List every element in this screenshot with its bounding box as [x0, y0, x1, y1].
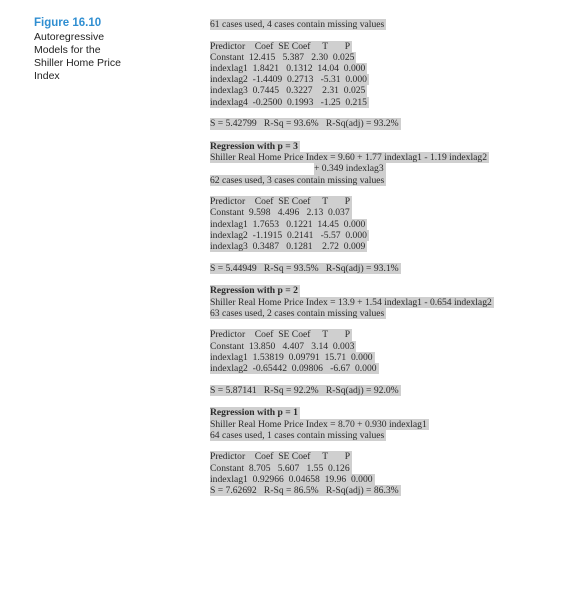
table-row: Constant 9.598 4.496 2.13 0.037: [210, 207, 350, 219]
table-row: indexlag1 1.7653 0.1221 14.45 0.000: [210, 218, 366, 230]
table-header: Predictor Coef SE Coef T P: [210, 329, 351, 341]
table-row: indexlag3 0.3487 0.1281 2.72 0.009: [210, 241, 366, 252]
regression-title: Regression with p = 1: [210, 407, 298, 419]
regression-title: Regression with p = 3: [210, 141, 298, 152]
cases-used-line: 64 cases used, 1 cases contain missing values: [210, 429, 385, 441]
figure-title-line: Autoregressive: [34, 31, 105, 43]
table-row: Constant 13.850 4.407 3.14 0.003: [210, 340, 355, 352]
regression-equation: Shiller Real Home Price Index = 8.70 + 0.930 indexlag1: [210, 418, 427, 430]
fit-statistics: S = 5.87141 R-Sq = 92.2% R-Sq(adj) = 92.0%: [210, 384, 399, 396]
regression-equation: Shiller Real Home Price Index = 13.9 + 1.54 indexlag1 - 0.654 indexlag2: [210, 296, 492, 308]
table-row: indexlag3 0.7445 0.3227 2.31 0.025: [210, 85, 366, 97]
table-header: Predictor Coef SE Coef T P: [210, 40, 351, 52]
cases-used-line: 63 cases used, 2 cases contain missing values: [210, 307, 385, 319]
figure-title-line: Models for the: [34, 44, 101, 56]
fit-statistics: S = 5.42799 R-Sq = 93.6% R-Sq(adj) = 93.2%: [210, 118, 399, 130]
regression-title: Regression with p = 2: [210, 285, 298, 297]
figure-caption: [34, 16, 174, 83]
table-row: indexlag4 -0.2500 0.1993 -1.25 0.215: [210, 96, 367, 108]
fit-statistics: S = 5.44949 R-Sq = 93.5% R-Sq(adj) = 93.1%: [210, 262, 399, 274]
table-row: indexlag1 0.92966 0.04658 19.96 0.000: [210, 473, 373, 485]
table-header: Predictor Coef SE Coef T P: [210, 196, 351, 208]
fit-statistics: S = 7.62692 R-Sq = 86.5% R-Sq(adj) = 86.3%: [210, 485, 399, 496]
table-row: indexlag1 1.53819 0.09791 15.71 0.000: [210, 351, 373, 363]
table-row: indexlag2 -1.4409 0.2713 -5.31 0.000: [210, 74, 367, 86]
minitab-output: [210, 19, 552, 496]
figure-title-line: Shiller Home Price: [34, 57, 121, 69]
figure-number: Figure 16.10: [34, 17, 102, 29]
regression-equation-continued: + 0.349 indexlag3: [314, 163, 384, 175]
table-row: indexlag1 1.8421 0.1312 14.04 0.000: [210, 63, 366, 75]
figure-title: [34, 31, 174, 83]
cases-used-line: 62 cases used, 3 cases contain missing values: [210, 174, 385, 186]
table-row: Constant 12.415 5.387 2.30 0.025: [210, 51, 355, 63]
table-row: indexlag2 -1.1915 0.2141 -5.57 0.000: [210, 229, 367, 241]
table-row: indexlag2 -0.65442 0.09806 -6.67 0.000: [210, 363, 377, 374]
table-header: Predictor Coef SE Coef T P: [210, 451, 351, 463]
figure-title-line: Index: [34, 70, 60, 82]
table-row: Constant 8.705 5.607 1.55 0.126: [210, 462, 350, 474]
regression-equation: Shiller Real Home Price Index = 9.60 + 1.77 indexlag1 - 1.19 indexlag2: [210, 152, 487, 164]
cases-used-line: 61 cases used, 4 cases contain missing values: [210, 19, 385, 30]
